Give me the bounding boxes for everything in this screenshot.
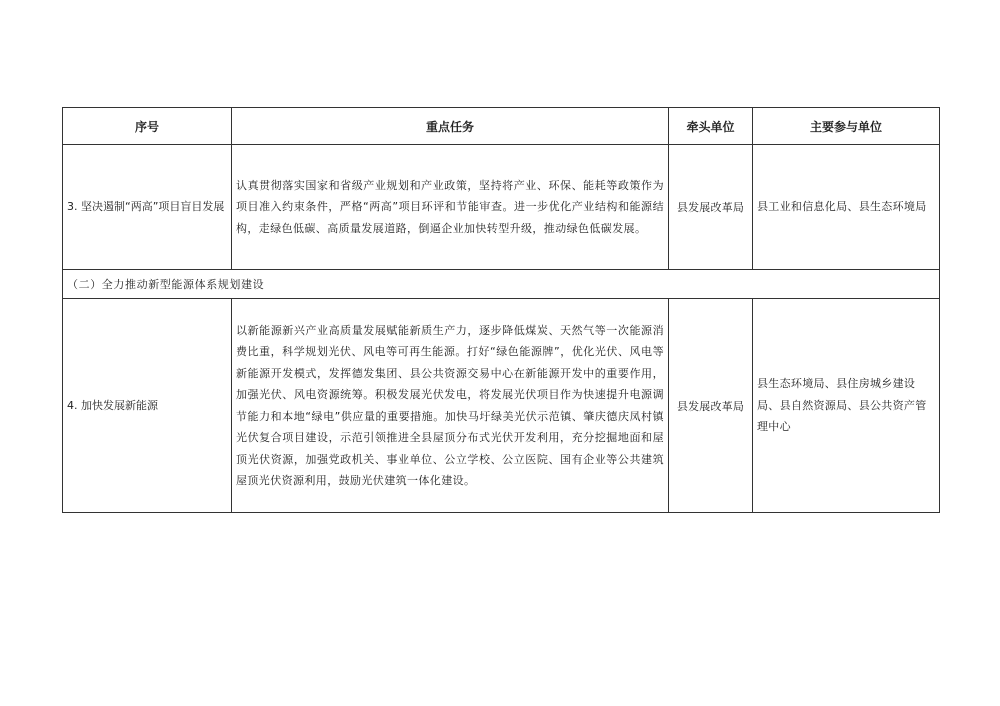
seq-cell: 4. 加快发展新能源 bbox=[63, 299, 232, 513]
task-cell: 以新能源新兴产业高质量发展赋能新质生产力，逐步降低煤炭、天然气等一次能源消费比重，科学规划光伏、风电等可再生能源。打好“绿色能源牌”，优化光伏、风电等新能源开发模式，发挥德发集团、县公共资源交易中心在新能源开发中的重要作用，加强光伏、风电资源统筹。积极发展光伏发电，将发展光伏项目作为快速提升电源调节能力和本地“绿电”供应量的重要措施。加快马圩绿美光伏示范镇、肇庆德庆凤村镇光伏复合项目建设，示范引领推进全县屋顶分布式光伏开发利用，充分挖掘地面和屋顶光伏资源，加强党政机关、事业单位、公立学校、公立医院、国有企业等公共建筑屋顶光伏资源利用，鼓励光伏建筑一体化建设。 bbox=[232, 299, 669, 513]
header-seq: 序号 bbox=[63, 108, 232, 145]
header-participants: 主要参与单位 bbox=[753, 108, 940, 145]
table-row bbox=[63, 145, 940, 270]
seq-cell: 3. 坚决遏制“两高”项目盲目发展 bbox=[63, 145, 232, 270]
section-row bbox=[63, 270, 940, 299]
participants-cell: 县生态环境局、县住房城乡建设局、县自然资源局、县公共资产管理中心 bbox=[753, 299, 940, 513]
task-table bbox=[62, 107, 940, 513]
header-lead: 牵头单位 bbox=[669, 108, 753, 145]
participants-cell: 县工业和信息化局、县生态环境局 bbox=[753, 145, 940, 270]
table-row bbox=[63, 299, 940, 513]
header-task: 重点任务 bbox=[232, 108, 669, 145]
table-header-row bbox=[63, 108, 940, 145]
task-cell: 认真贯彻落实国家和省级产业规划和产业政策，坚持将产业、环保、能耗等政策作为项目准入约束条件，严格“两高”项目环评和节能审查。进一步优化产业结构和能源结构，走绿色低碳、高质量发展道路，倒逼企业加快转型升级，推动绿色低碳发展。 bbox=[232, 145, 669, 270]
section-heading: （二）全力推动新型能源体系规划建设 bbox=[63, 270, 940, 299]
lead-cell: 县发展改革局 bbox=[669, 145, 753, 270]
lead-cell: 县发展改革局 bbox=[669, 299, 753, 513]
